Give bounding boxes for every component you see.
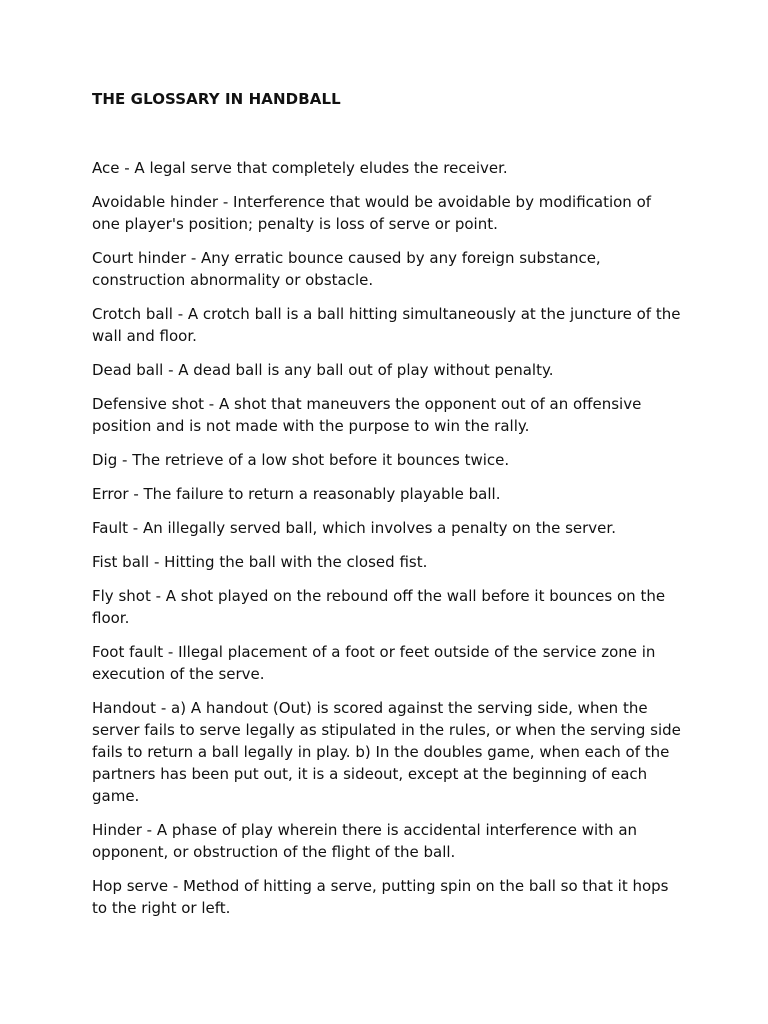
entry-line: Court hinder - Any erratic bounce caused by any foreign substance, <box>92 249 601 267</box>
glossary-entry <box>92 697 692 807</box>
glossary-entry <box>92 551 692 573</box>
entry-line: position and is not made with the purpose to win the rally. <box>92 417 530 435</box>
entry-line: server fails to serve legally as stipulated in the rules, or when the serving side <box>92 721 681 739</box>
glossary-entry <box>92 483 692 505</box>
glossary-entry <box>92 393 692 437</box>
entry-line: Ace - A legal serve that completely eludes the receiver. <box>92 159 508 177</box>
entry-line: partners has been put out, it is a sideout, except at the beginning of each <box>92 765 648 783</box>
entry-line: opponent, or obstruction of the flight of the ball. <box>92 843 456 861</box>
entry-line: fails to return a ball legally in play. b) In the doubles game, when each of the <box>92 743 670 761</box>
entry-line: Fly shot - A shot played on the rebound off the wall before it bounces on the <box>92 587 666 605</box>
entry-line: Hinder - A phase of play wherein there is accidental interference with an <box>92 821 638 839</box>
glossary-entry <box>92 585 692 629</box>
glossary-entry <box>92 819 692 863</box>
glossary-entry <box>92 157 692 179</box>
entry-line: Avoidable hinder - Interference that would be avoidable by modification of <box>92 193 652 211</box>
entry-line: floor. <box>92 609 130 627</box>
entry-line: one player's position; penalty is loss of serve or point. <box>92 215 498 233</box>
entry-line: Crotch ball - A crotch ball is a ball hitting simultaneously at the juncture of the <box>92 305 681 323</box>
entry-line: Foot fault - Illegal placement of a foot or feet outside of the service zone in <box>92 643 656 661</box>
glossary-entry <box>92 191 692 235</box>
glossary-list <box>92 157 692 931</box>
glossary-entry <box>92 641 692 685</box>
entry-line: wall and floor. <box>92 327 197 345</box>
entry-line: Handout - a) A handout (Out) is scored against the serving side, when the <box>92 699 648 717</box>
glossary-entry <box>92 517 692 539</box>
glossary-entry <box>92 303 692 347</box>
entry-line: Hop serve - Method of hitting a serve, putting spin on the ball so that it hops <box>92 877 669 895</box>
entry-line: execution of the serve. <box>92 665 265 683</box>
glossary-entry <box>92 449 692 471</box>
entry-line: Fault - An illegally served ball, which involves a penalty on the server. <box>92 519 616 537</box>
glossary-entry <box>92 247 692 291</box>
entry-line: Defensive shot - A shot that maneuvers the opponent out of an offensive <box>92 395 642 413</box>
entry-line: Error - The failure to return a reasonably playable ball. <box>92 485 501 503</box>
entry-line: Fist ball - Hitting the ball with the closed fist. <box>92 553 428 571</box>
document-title: THE GLOSSARY IN HANDBALL <box>92 90 341 108</box>
entry-line: to the right or left. <box>92 899 231 917</box>
entry-line: Dead ball - A dead ball is any ball out of play without penalty. <box>92 361 554 379</box>
entry-line: game. <box>92 787 140 805</box>
glossary-entry <box>92 359 692 381</box>
entry-line: Dig - The retrieve of a low shot before it bounces twice. <box>92 451 510 469</box>
glossary-entry <box>92 875 692 919</box>
entry-line: construction abnormality or obstacle. <box>92 271 374 289</box>
